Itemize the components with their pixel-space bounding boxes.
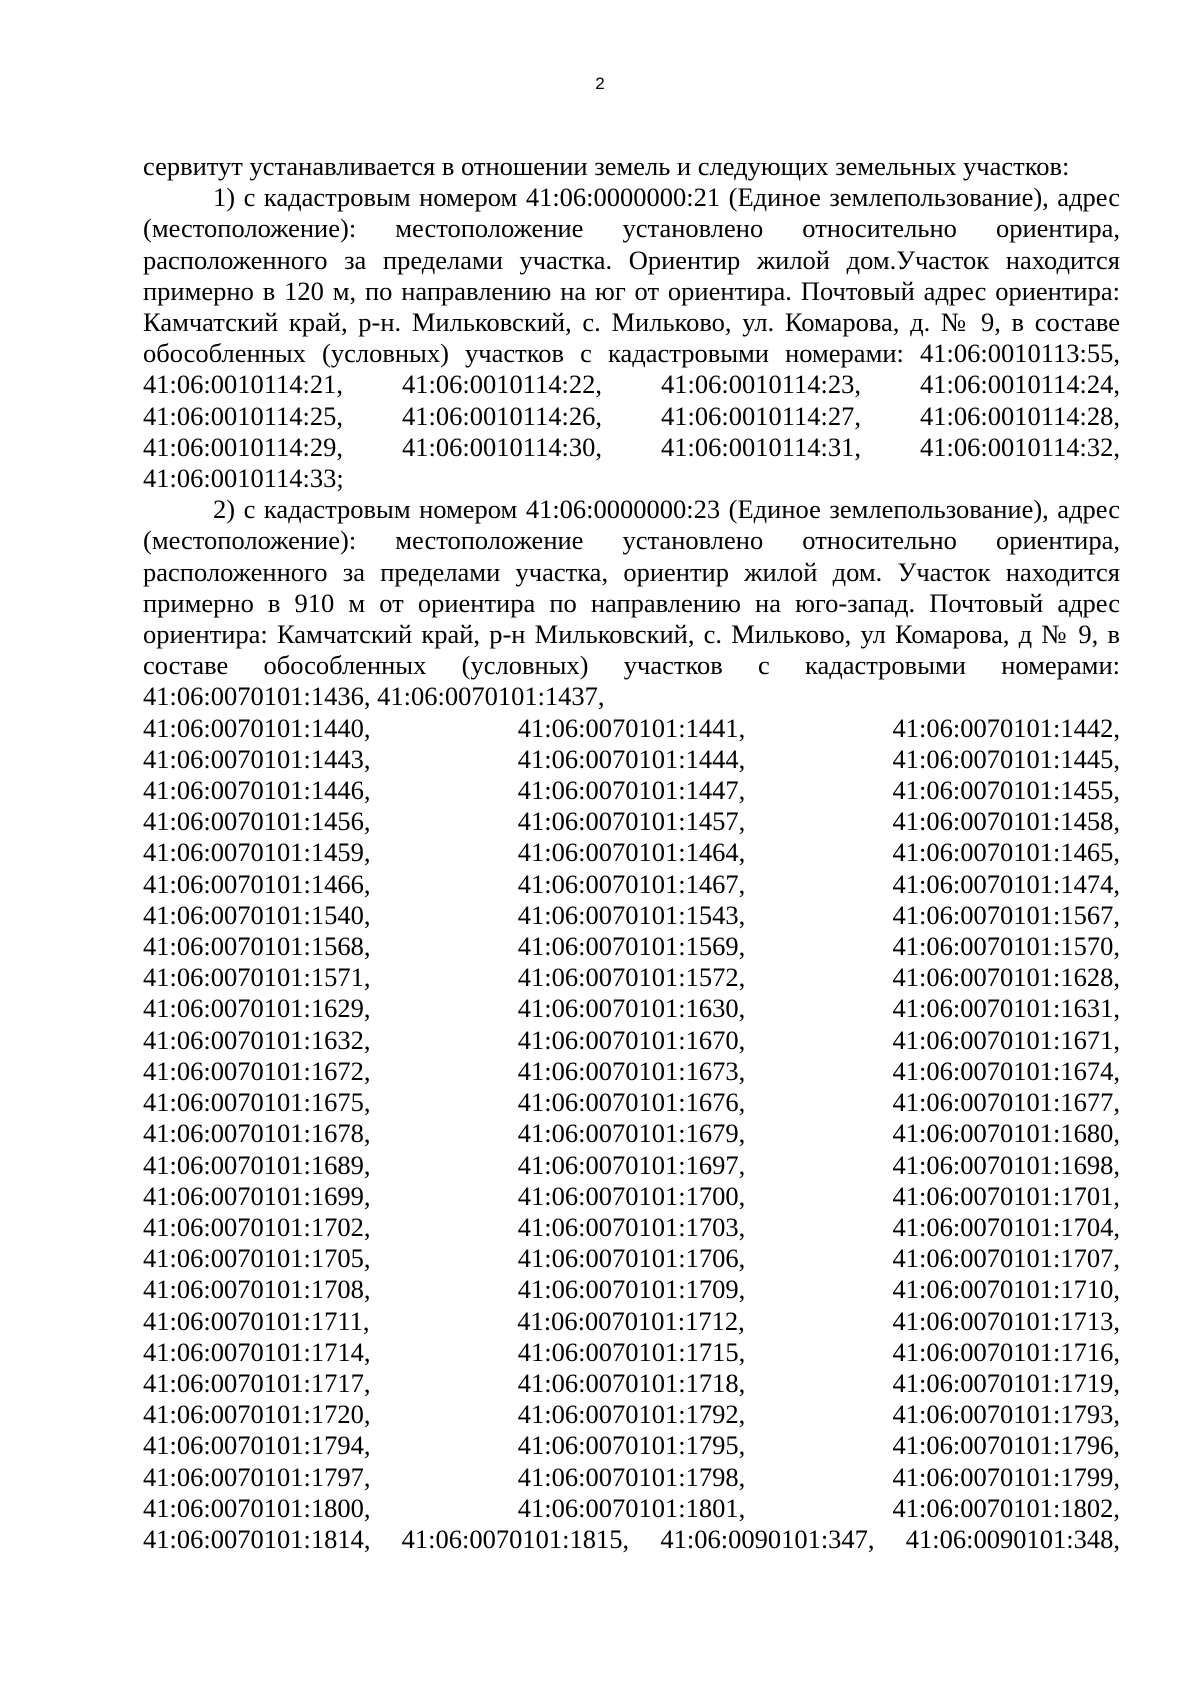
cadastral-number: 41:06:0070101:1794, <box>143 1430 371 1461</box>
cadastral-number: 41:06:0070101:1676, <box>517 1087 746 1118</box>
cadastral-number: 41:06:0070101:1629, <box>143 993 371 1024</box>
cadastral-number: 41:06:0070101:1458, <box>892 806 1120 837</box>
cadastral-number: 41:06:0070101:1715, <box>517 1336 746 1367</box>
cadastral-number: 41:06:0070101:1674, <box>892 1055 1120 1086</box>
cadastral-row <box>143 962 1120 993</box>
cadastral-row <box>143 1399 1120 1430</box>
cadastral-number: 41:06:0070101:1705, <box>143 1243 371 1274</box>
cadastral-row <box>143 1462 1120 1493</box>
cadastral-row <box>143 1212 1120 1243</box>
cadastral-row <box>143 1150 1120 1181</box>
cadastral-row <box>143 1056 1120 1087</box>
cadastral-numbers-list <box>143 713 1120 1555</box>
cadastral-number: 41:06:0070101:1671, <box>892 1024 1120 1055</box>
cadastral-number: 41:06:0070101:1670, <box>517 1024 746 1055</box>
cadastral-number: 41:06:0070101:1456, <box>143 806 371 837</box>
cadastral-number: 41:06:0070101:1708, <box>143 1274 371 1305</box>
cadastral-number: 41:06:0070101:1814, <box>143 1523 371 1554</box>
cadastral-row <box>143 869 1120 900</box>
cadastral-number: 41:06:0070101:1704, <box>892 1211 1120 1242</box>
cadastral-number: 41:06:0070101:1720, <box>143 1399 371 1430</box>
cadastral-number: 41:06:0070101:1800, <box>143 1492 371 1523</box>
cadastral-number: 41:06:0070101:1798, <box>517 1461 746 1492</box>
cadastral-row <box>143 993 1120 1024</box>
cadastral-number: 41:06:0070101:1710, <box>892 1274 1120 1305</box>
cadastral-row <box>143 713 1120 744</box>
cadastral-number: 41:06:0070101:1570, <box>892 931 1120 962</box>
cadastral-number: 41:06:0070101:1677, <box>892 1087 1120 1118</box>
cadastral-number: 41:06:0070101:1801, <box>517 1492 746 1523</box>
cadastral-row <box>143 744 1120 775</box>
cadastral-number: 41:06:0070101:1793, <box>892 1399 1120 1430</box>
cadastral-number: 41:06:0070101:1680, <box>892 1118 1120 1149</box>
cadastral-number: 41:06:0070101:1714, <box>143 1336 371 1367</box>
cadastral-number: 41:06:0070101:1709, <box>517 1274 746 1305</box>
cadastral-number: 41:06:0070101:1675, <box>143 1087 371 1118</box>
cadastral-number: 41:06:0070101:1466, <box>143 868 371 899</box>
cadastral-number: 41:06:0070101:1443, <box>143 743 371 774</box>
cadastral-number: 41:06:0070101:1702, <box>143 1211 371 1242</box>
cadastral-number: 41:06:0070101:1698, <box>892 1149 1120 1180</box>
cadastral-row <box>143 1243 1120 1274</box>
cadastral-number: 41:06:0070101:1706, <box>517 1243 746 1274</box>
intro-paragraph: сервитут устанавливается в отношении земель и следующих земельных участков: <box>143 151 1070 181</box>
cadastral-number: 41:06:0070101:1445, <box>892 743 1120 774</box>
cadastral-row <box>143 837 1120 868</box>
cadastral-number: 41:06:0070101:1440, <box>143 712 371 743</box>
cadastral-number: 41:06:0070101:1672, <box>143 1055 371 1086</box>
cadastral-number: 41:06:0070101:1699, <box>143 1180 371 1211</box>
cadastral-number: 41:06:0070101:1457, <box>517 806 746 837</box>
cadastral-row <box>143 900 1120 931</box>
cadastral-row <box>143 1118 1120 1149</box>
cadastral-number: 41:06:0070101:1799, <box>892 1461 1120 1492</box>
cadastral-number: 41:06:0070101:1713, <box>892 1305 1120 1336</box>
cadastral-number: 41:06:0070101:1446, <box>143 775 371 806</box>
cadastral-number: 41:06:0070101:1678, <box>143 1118 371 1149</box>
cadastral-number: 41:06:0070101:1464, <box>517 837 746 868</box>
cadastral-number: 41:06:0070101:1689, <box>143 1149 371 1180</box>
cadastral-row <box>143 1306 1120 1337</box>
cadastral-number: 41:06:0070101:1711, <box>143 1305 370 1336</box>
cadastral-row <box>143 1181 1120 1212</box>
cadastral-row <box>143 806 1120 837</box>
cadastral-row-last <box>143 1524 1120 1555</box>
cadastral-number: 41:06:0070101:1797, <box>143 1461 371 1492</box>
cadastral-number: 41:06:0070101:1474, <box>892 868 1120 899</box>
cadastral-number: 41:06:0070101:1444, <box>517 743 746 774</box>
cadastral-number: 41:06:0070101:1447, <box>517 775 746 806</box>
cadastral-row <box>143 931 1120 962</box>
cadastral-number: 41:06:0070101:1569, <box>517 931 746 962</box>
cadastral-number: 41:06:0070101:1459, <box>143 837 371 868</box>
cadastral-number: 41:06:0090101:347, <box>660 1523 875 1554</box>
cadastral-number: 41:06:0070101:1540, <box>143 899 371 930</box>
cadastral-number: 41:06:0070101:1673, <box>517 1055 746 1086</box>
cadastral-number: 41:06:0070101:1795, <box>517 1430 746 1461</box>
cadastral-row <box>143 1274 1120 1305</box>
cadastral-number: 41:06:0070101:1467, <box>517 868 746 899</box>
item-2-paragraph: 2) с кадастровым номером 41:06:0000000:23 (Единое землепользование), адрес (местоположение): местоположение установлено относительно ориентира, расположенного за пределами участка, ориентир жилой дом. Участок находится примерно в 910 м от ориентира по направлению на юго-запад. Почтовый адрес ориентира: Камчатский край, р-н Мильковский, с. Мильково, ул Комарова, д № 9, в составе обособленных (условных) участков с кадастровыми номерами: 41:06:0070101:1436, 41:06:0070101:1437, <box>143 494 1120 712</box>
cadastral-number: 41:06:0070101:1441, <box>517 712 746 743</box>
document-body <box>143 151 1120 1555</box>
cadastral-row <box>143 1430 1120 1461</box>
cadastral-number: 41:06:0070101:1703, <box>517 1211 746 1242</box>
cadastral-number: 41:06:0070101:1455, <box>892 775 1120 806</box>
cadastral-number: 41:06:0070101:1571, <box>143 962 371 993</box>
cadastral-number: 41:06:0070101:1442, <box>892 712 1120 743</box>
cadastral-number: 41:06:0070101:1631, <box>892 993 1120 1024</box>
cadastral-number: 41:06:0070101:1543, <box>517 899 746 930</box>
cadastral-row <box>143 1087 1120 1118</box>
cadastral-number: 41:06:0070101:1568, <box>143 931 371 962</box>
cadastral-number: 41:06:0070101:1697, <box>517 1149 746 1180</box>
cadastral-number: 41:06:0070101:1630, <box>517 993 746 1024</box>
cadastral-row <box>143 1493 1120 1524</box>
cadastral-number: 41:06:0070101:1572, <box>517 962 746 993</box>
cadastral-number: 41:06:0070101:1632, <box>143 1024 371 1055</box>
page-number: 2 <box>595 74 605 93</box>
cadastral-row <box>143 775 1120 806</box>
cadastral-number: 41:06:0070101:1707, <box>892 1243 1120 1274</box>
cadastral-number: 41:06:0070101:1712, <box>517 1305 745 1336</box>
cadastral-number: 41:06:0070101:1796, <box>892 1430 1120 1461</box>
cadastral-number: 41:06:0070101:1718, <box>517 1367 746 1398</box>
cadastral-number: 41:06:0070101:1802, <box>892 1492 1120 1523</box>
cadastral-number: 41:06:0070101:1628, <box>892 962 1120 993</box>
cadastral-number: 41:06:0070101:1679, <box>517 1118 746 1149</box>
cadastral-number: 41:06:0090101:348, <box>905 1523 1120 1554</box>
cadastral-number: 41:06:0070101:1716, <box>892 1336 1120 1367</box>
cadastral-row <box>143 1337 1120 1368</box>
cadastral-number: 41:06:0070101:1465, <box>892 837 1120 868</box>
item-1-paragraph: 1) с кадастровым номером 41:06:0000000:21 (Единое землепользование), адрес (местоположение): местоположение установлено относительно ориентира, расположенного за пределами участка. Ориентир жилой дом.Участок находится примерно в 120 м, по направлению на юг от ориентира. Почтовый адрес ориентира: Камчатский край, р-н. Мильковский, с. Мильково, ул. Комарова, д. № 9, в составе обособленных (условных) участков с кадастровыми номерами: 41:06:0010113:55, 41:06:0010114:21, 41:06:0010114:22, 41:06:0010114:23, 41:06:0010114:24, 41:06:0010114:25, 41:06:0010114:26, 41:06:0010114:27, 41:06:0010114:28, 41:06:0010114:29, 41:06:0010114:30, 41:06:0010114:31, 41:06:0010114:32, 41:06:0010114:33; <box>143 182 1120 494</box>
cadastral-number: 41:06:0070101:1700, <box>517 1180 746 1211</box>
cadastral-number: 41:06:0070101:1701, <box>892 1180 1120 1211</box>
cadastral-row <box>143 1025 1120 1056</box>
cadastral-number: 41:06:0070101:1815, <box>401 1523 630 1554</box>
cadastral-row <box>143 1368 1120 1399</box>
cadastral-number: 41:06:0070101:1567, <box>892 899 1120 930</box>
cadastral-number: 41:06:0070101:1719, <box>892 1367 1120 1398</box>
cadastral-number: 41:06:0070101:1792, <box>517 1399 746 1430</box>
cadastral-number: 41:06:0070101:1717, <box>143 1367 371 1398</box>
